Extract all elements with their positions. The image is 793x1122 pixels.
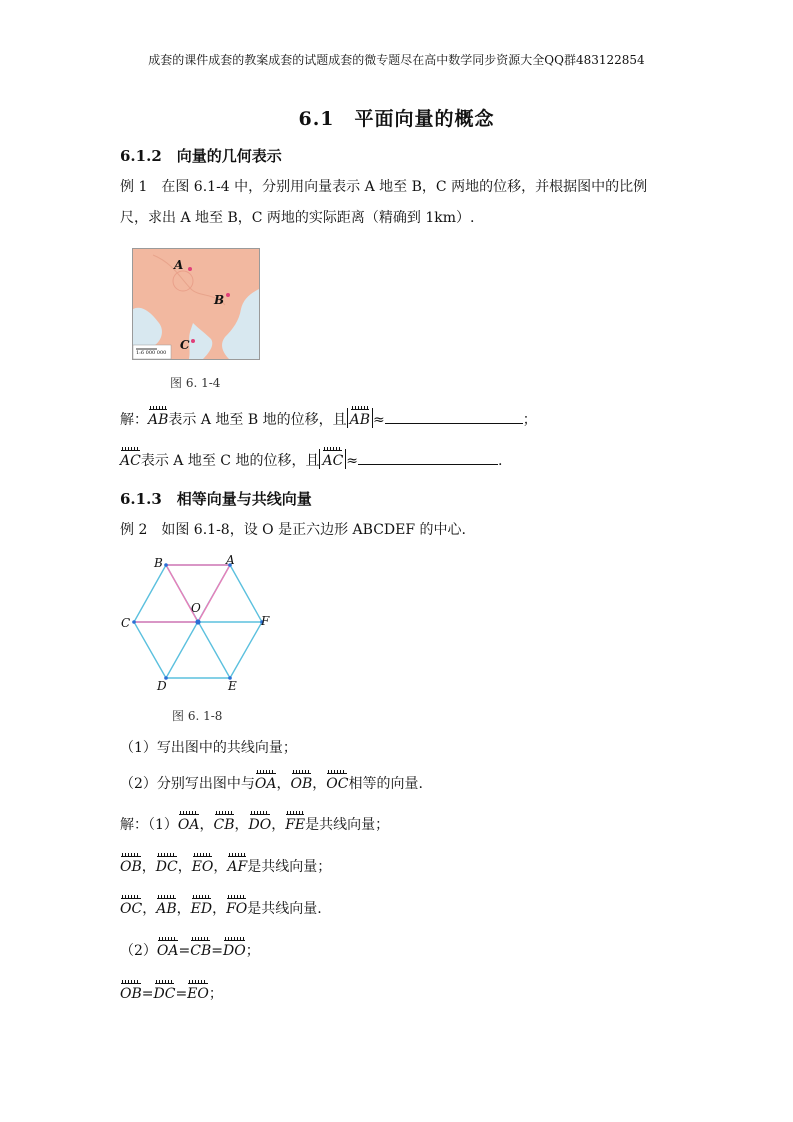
section-heading-6-1-2: 6.1.2 向量的几何表示: [120, 147, 282, 165]
vector-af: AF: [227, 855, 247, 875]
comma: ，: [312, 776, 327, 792]
vector-ac: AC: [120, 449, 141, 469]
solution-text-2: 表示 A 地至 C 地的位移，且: [140, 453, 320, 469]
q2-vector-oc: OC: [326, 772, 348, 792]
equals: =: [178, 943, 191, 959]
vector-oa: OA: [178, 813, 200, 833]
magnitude-ac: [319, 449, 346, 469]
comma: ，: [234, 817, 249, 833]
vector-ab: AB: [156, 897, 176, 917]
vector-oa: OA: [157, 939, 179, 959]
hexagon-figure: [118, 552, 278, 698]
vector-fo: FO: [226, 897, 247, 917]
answer-prefix: 解：（1）: [120, 817, 178, 833]
vector-oa: [198, 565, 230, 622]
hex-label-o: O: [191, 601, 201, 615]
q2-prefix: （2）分别写出图中与: [120, 776, 255, 792]
answer-line-3: [120, 897, 322, 918]
vector-oc: OC: [120, 897, 142, 917]
solution-end-2: .: [498, 453, 503, 469]
hex-label-d: D: [157, 679, 167, 693]
comma: ，: [213, 859, 228, 875]
vector-dc: DC: [156, 855, 178, 875]
vector-ac-abs: AC: [322, 449, 343, 469]
hex-label-e: E: [228, 679, 237, 693]
vector-eo: EO: [192, 855, 214, 875]
question-2: [120, 772, 423, 793]
equals: =: [211, 943, 223, 959]
solution-end-1: ；: [522, 412, 537, 428]
map-label-c: C: [180, 338, 190, 352]
answer-prefix-2: （2）: [120, 943, 157, 959]
figure-caption-6-1-4: 图 6. 1-4: [170, 376, 221, 390]
map-figure: [132, 248, 260, 360]
solution-text-1: 表示 A 地至 B 地的位移，且: [168, 412, 347, 428]
map-label-b: B: [214, 293, 225, 307]
approx-sign-1: ≈: [373, 412, 385, 428]
approx-sign-2: ≈: [346, 453, 359, 469]
comma: ，: [142, 901, 157, 917]
question-1: （1）写出图中的共线向量；: [120, 740, 297, 756]
map-scale: 1:6 000 000: [136, 350, 167, 356]
hex-label-a: A: [226, 553, 235, 567]
vector-fe: FE: [285, 813, 305, 833]
comma: ，: [271, 817, 286, 833]
vector-ed: ED: [191, 897, 212, 917]
example1-line2: 尺，求出 A 地至 B，C 两地的实际距离（精确到 1km）.: [120, 210, 475, 226]
q2-suffix: 相等的向量.: [348, 776, 423, 792]
hex-label-f: F: [261, 614, 270, 628]
map-label-a: A: [174, 258, 184, 272]
comma: ，: [177, 859, 192, 875]
comma: ，: [212, 901, 227, 917]
example2-text: 例 2 如图 6.1-8，设 O 是正六边形 ABCDEF 的中心.: [120, 522, 466, 538]
vector-cb: CB: [190, 939, 211, 959]
equals: =: [175, 986, 188, 1002]
center-point-o: [195, 619, 200, 624]
answer-suffix-5: ；: [208, 986, 223, 1002]
vector-ab-abs: AB: [350, 408, 370, 428]
vector-ab: AB: [148, 408, 168, 428]
answer-line-2: [120, 855, 331, 876]
answer-suffix-1: 是共线向量；: [305, 817, 390, 833]
magnitude-ab: [347, 408, 373, 428]
map-image: [133, 249, 259, 359]
q2-vector-oa: OA: [255, 772, 277, 792]
vector-cb: CB: [214, 813, 235, 833]
answer-suffix-2: 是共线向量；: [247, 859, 332, 875]
answer-line-1: [120, 813, 389, 834]
answer-suffix-4: ；: [245, 943, 260, 959]
vector-do: DO: [249, 813, 272, 833]
vector-do: DO: [223, 939, 246, 959]
answer-blank-1: [385, 409, 523, 424]
hex-label-b: B: [154, 556, 163, 570]
solution-line1: [120, 408, 537, 429]
vector-ob: OB: [120, 855, 142, 875]
hex-label-c: C: [121, 616, 131, 630]
solution-line2: [120, 449, 502, 470]
answer-line-5: [120, 982, 223, 1003]
equals: =: [141, 986, 154, 1002]
example1-line1: 例 1 在图 6.1-4 中，分别用向量表示 A 地至 B，C 两地的位移，并根据图中的比例: [120, 179, 648, 195]
comma: ，: [199, 817, 214, 833]
vector-ob: OB: [120, 982, 142, 1002]
answer-line-4: [120, 939, 260, 960]
comma: ，: [276, 776, 291, 792]
vector-eo: EO: [187, 982, 209, 1002]
answer-blank-2: [358, 450, 498, 465]
q2-vector-ob: OB: [291, 772, 313, 792]
page-header: 成套的课件成套的教案成套的试题成套的微专题尽在高中数学同步资源大全QQ群483122854: [148, 53, 645, 67]
answer-suffix-3: 是共线向量.: [247, 901, 322, 917]
section-heading-6-1-3: 6.1.3 相等向量与共线向量: [120, 490, 312, 508]
vector-dc: DC: [154, 982, 176, 1002]
solution-prefix: 解：: [120, 412, 148, 428]
page-title: 6.1 平面向量的概念: [298, 108, 495, 130]
comma: ，: [141, 859, 156, 875]
comma: ，: [176, 901, 191, 917]
figure-caption-6-1-8: 图 6. 1-8: [172, 709, 223, 723]
